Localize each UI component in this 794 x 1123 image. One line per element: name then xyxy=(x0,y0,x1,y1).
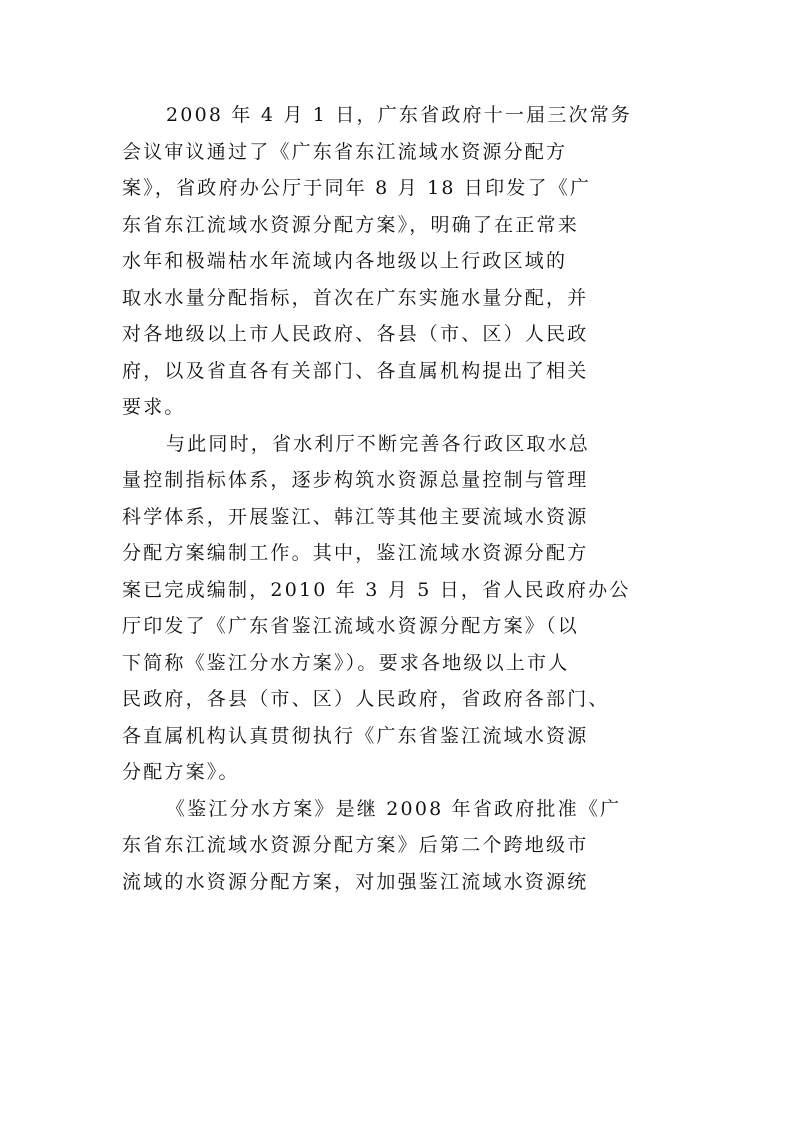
text-line: 府，以及省直各有关部门、各直属机构提出了相关 xyxy=(122,359,589,382)
text-line: 各直属机构认真贯彻执行《广东省鉴江流域水资源 xyxy=(122,724,589,747)
text-line: 《鉴江分水方案》是继 2008 年省政府批准《广 xyxy=(166,797,622,820)
text-line: 水年和极端枯水年流域内各地级以上行政区域的 xyxy=(122,250,568,272)
text-line: 分配方案编制工作。其中，鉴江流域水资源分配方 xyxy=(122,542,589,564)
text-line: 东省东江流域水资源分配方案》后第二个跨地级市 xyxy=(122,834,589,856)
text-line: 对各地级以上市人民政府、各县（市、区）人民政 xyxy=(122,323,589,345)
text-line: 下简称《鉴江分水方案》）。要求各地级以上市人 xyxy=(122,651,570,674)
document-body xyxy=(122,97,682,900)
text-line: 量控制指标体系，逐步构筑水资源总量控制与管理 xyxy=(122,469,589,491)
paragraph-2 xyxy=(122,426,682,791)
text-line: 民政府，各县（市、区）人民政府，省政府各部门、 xyxy=(122,688,610,710)
text-line: 案已完成编制，2010 年 3 月 5 日，省人民政府办公 xyxy=(122,578,631,601)
paragraph-3 xyxy=(122,791,682,901)
text-line: 流域的水资源分配方案，对加强鉴江流域水资源统 xyxy=(122,870,589,893)
text-line: 厅印发了《广东省鉴江流域水资源分配方案》（以 xyxy=(122,615,579,637)
text-line: 东省东江流域水资源分配方案》，明确了在正常来 xyxy=(122,213,579,236)
text-line: 2008 年 4 月 1 日，广东省政府十一届三次常务 xyxy=(166,104,633,126)
paragraph-1 xyxy=(122,97,682,426)
text-line: 与此同时，省水利厅不断完善各行政区取水总 xyxy=(166,432,591,455)
text-line: 科学体系，开展鉴江、韩江等其他主要流域水资源 xyxy=(122,505,589,528)
text-line: 案》，省政府办公厅于同年 8 月 18 日印发了《广 xyxy=(122,177,592,199)
text-line: 分配方案》。 xyxy=(122,761,240,783)
text-line: 取水水量分配指标，首次在广东实施水量分配，并 xyxy=(122,286,589,309)
text-line: 会议审议通过了《广东省东江流域水资源分配方 xyxy=(122,140,568,163)
text-line: 要求。 xyxy=(122,396,186,418)
